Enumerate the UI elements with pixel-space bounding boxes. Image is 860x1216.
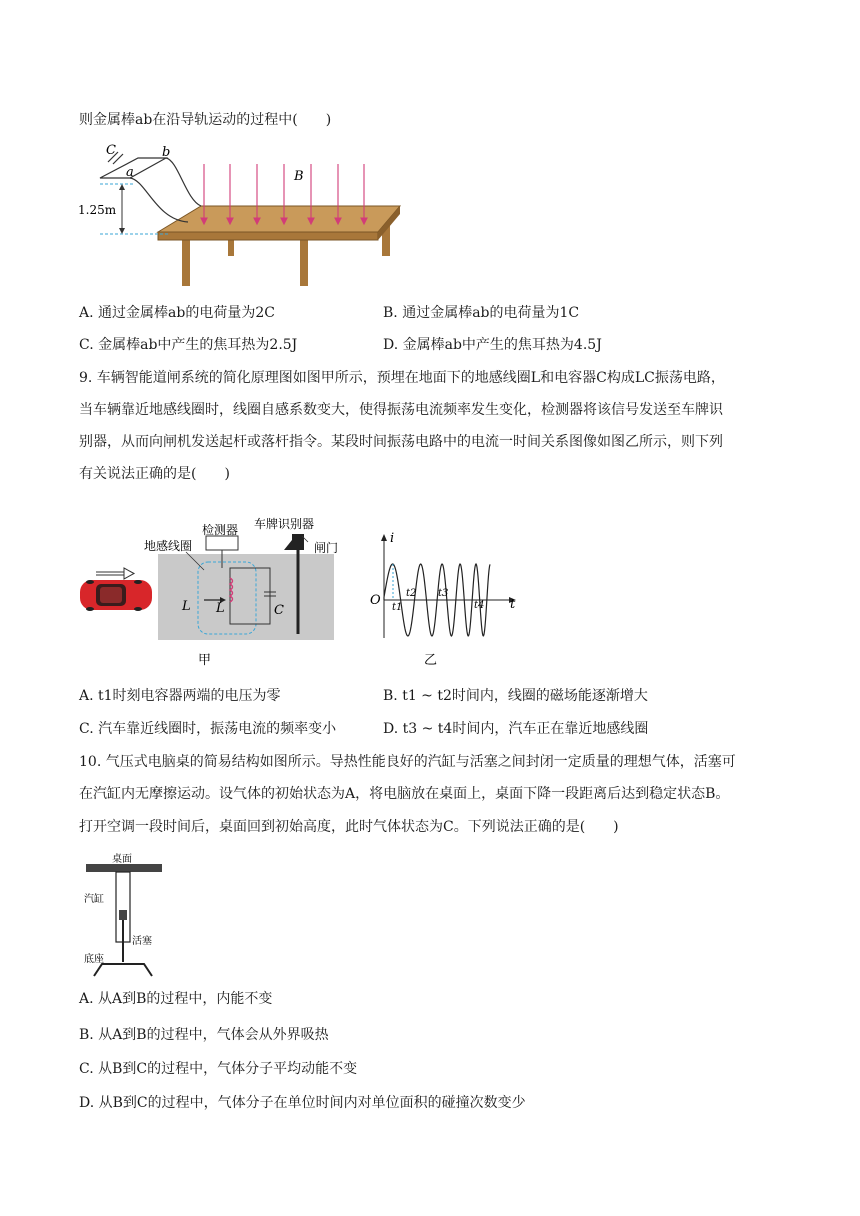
q8-label-a: a [126, 165, 134, 180]
q9-stem-line-1: 9. 车辆智能道闸系统的简化原理图如图甲所示，预埋在地面下的地感线圈L和电容器C构成LC振荡电路， [79, 370, 725, 386]
q9-t1: t1 [392, 602, 403, 613]
q8-label-b: b [162, 145, 171, 160]
q10-option-c: C. 从B到C的过程中，气体分子平均动能不变 [79, 1061, 358, 1077]
q10-figure [80, 850, 180, 980]
q8-figure [78, 140, 418, 290]
q9-t4: t4 [474, 600, 485, 611]
q9-label-plate-reader: 车牌识别器 [254, 517, 315, 531]
q9-axis-t: t [510, 597, 516, 612]
q9-label-L-inner: L [216, 601, 225, 616]
q9-option-a: A. t1时刻电容器两端的电压为零 [79, 688, 281, 704]
q8-option-b: B. 通过金属棒ab的电荷量为1C [383, 305, 580, 321]
q10-stem-line-3: 打开空调一段时间后，桌面回到初始高度，此时气体状态为C。下列说法正确的是( ) [79, 819, 619, 835]
q8-option-c: C. 金属棒ab中产生的焦耳热为2.5J [79, 337, 298, 353]
q9-figure-jia [78, 512, 348, 672]
q10-label-cylinder: 汽缸 [84, 894, 104, 905]
q9-t3: t3 [438, 588, 449, 599]
q8-height-label: 1.25m [78, 203, 117, 217]
q9-option-c: C. 汽车靠近线圈时，振荡电流的频率变小 [79, 721, 337, 737]
q9-label-detector: 检测器 [202, 523, 239, 537]
q9-stem-line-3: 别器，从而向闸机发送起杆或落杆指令。某段时间振荡电路中的电流一时间关系图像如图乙所示，则下列 [79, 434, 723, 450]
q9-caption-jia: 甲 [198, 653, 212, 668]
q9-label-L-outer: L [182, 599, 191, 614]
q9-label-gate: 闸门 [314, 541, 339, 555]
q9-option-b: B. t1 ~ t2时间内，线圈的磁场能逐渐增大 [383, 688, 648, 704]
q8-label-C: C [106, 143, 116, 158]
q8-option-a: A. 通过金属棒ab的电荷量为2C [79, 305, 275, 321]
car-icon [80, 580, 152, 611]
q9-stem-line-4: 有关说法正确的是( ) [79, 466, 230, 482]
q10-option-d: D. 从B到C的过程中，气体分子在单位时间内对单位面积的碰撞次数变少 [79, 1095, 526, 1111]
q10-label-desktop: 桌面 [112, 854, 132, 865]
q9-caption-yi: 乙 [424, 653, 438, 668]
q9-t2: t2 [406, 588, 417, 599]
q9-stem-line-2: 当车辆靠近地感线圈时，线圈自感系数变大，使得振荡电流频率发生变化，检测器将该信号发送至车牌识 [79, 402, 723, 418]
q10-label-base: 底座 [84, 954, 104, 965]
q9-option-d: D. t3 ~ t4时间内，汽车正在靠近地感线圈 [383, 721, 649, 737]
q9-origin: O [370, 593, 381, 608]
q10-option-a: A. 从A到B的过程中，内能不变 [79, 991, 273, 1007]
arrow-right-icon [96, 568, 134, 579]
q10-stem-line-2: 在汽缸内无摩擦运动。设气体的初始状态为A，将电脑放在桌面上，桌面下降一段距离后达到稳定状态B。 [79, 786, 730, 802]
q9-figure-yi [362, 528, 522, 674]
q8-option-d: D. 金属棒ab中产生的焦耳热为4.5J [383, 337, 602, 353]
q8-stem: 则金属棒ab在沿导轨运动的过程中( ) [79, 112, 332, 128]
q8-label-B: B [294, 169, 304, 184]
q10-stem-line-1: 10. 气压式电脑桌的简易结构如图所示。导热性能良好的汽缸与活塞之间封闭一定质量的理想气体，活塞可 [79, 754, 736, 770]
q9-label-C: C [274, 603, 284, 618]
q9-label-coil: 地感线圈 [144, 539, 193, 553]
q9-axis-i: i [390, 531, 395, 546]
q10-label-piston: 活塞 [132, 936, 152, 947]
q10-option-b: B. 从A到B的过程中，气体会从外界吸热 [79, 1027, 329, 1043]
